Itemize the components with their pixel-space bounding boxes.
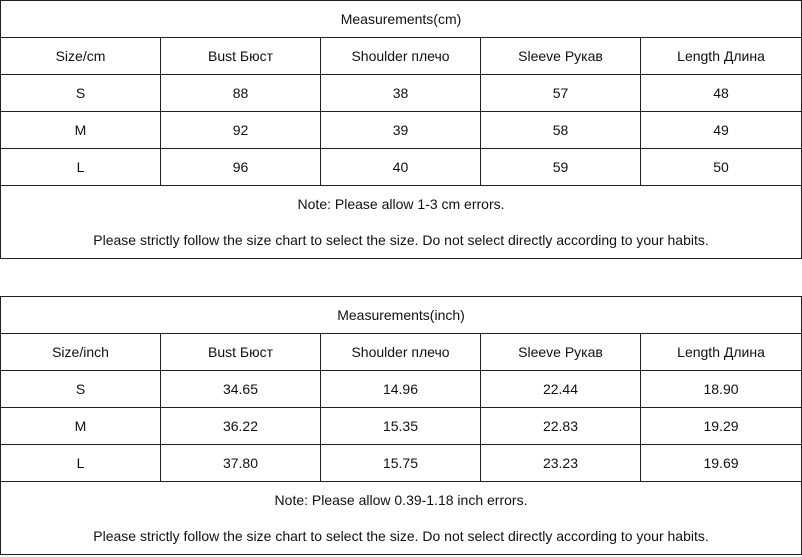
- table-header-row: [1, 38, 802, 75]
- table-row: [1, 75, 802, 112]
- cell-size: S: [1, 75, 161, 112]
- cell-length: 49: [641, 112, 802, 149]
- header-shoulder: Shoulder плечо: [321, 334, 481, 371]
- note-row: [1, 482, 802, 519]
- cell-shoulder: 40: [321, 149, 481, 186]
- cell-length: 19.69: [641, 445, 802, 482]
- cell-bust: 96: [161, 149, 321, 186]
- size-instruction: Please strictly follow the size chart to select the size. Do not select directly according to your habits.: [1, 518, 802, 555]
- table-header-row: [1, 334, 802, 371]
- header-shoulder: Shoulder плечо: [321, 38, 481, 75]
- cell-sleeve: 57: [481, 75, 641, 112]
- cell-size: L: [1, 445, 161, 482]
- note-row: [1, 186, 802, 223]
- error-note: Note: Please allow 1-3 cm errors.: [1, 186, 802, 223]
- header-length: Length Длина: [641, 334, 802, 371]
- header-length: Length Длина: [641, 38, 802, 75]
- cell-size: S: [1, 371, 161, 408]
- table-title-row: [1, 1, 802, 38]
- cell-bust: 88: [161, 75, 321, 112]
- cell-length: 50: [641, 149, 802, 186]
- error-note: Note: Please allow 0.39-1.18 inch errors.: [1, 482, 802, 519]
- header-size: Size/cm: [1, 38, 161, 75]
- cell-size: M: [1, 408, 161, 445]
- table-row: [1, 445, 802, 482]
- cell-sleeve: 59: [481, 149, 641, 186]
- cell-length: 48: [641, 75, 802, 112]
- table-row: [1, 371, 802, 408]
- table-title-row: [1, 297, 802, 334]
- cell-bust: 92: [161, 112, 321, 149]
- cell-shoulder: 15.75: [321, 445, 481, 482]
- table-title: Measurements(inch): [1, 297, 802, 334]
- table-row: [1, 408, 802, 445]
- cell-shoulder: 15.35: [321, 408, 481, 445]
- cell-shoulder: 38: [321, 75, 481, 112]
- size-chart-table-inch: [0, 296, 802, 555]
- table-row: [1, 112, 802, 149]
- cell-bust: 36.22: [161, 408, 321, 445]
- size-instruction: Please strictly follow the size chart to select the size. Do not select directly according to your habits.: [1, 222, 802, 259]
- cell-bust: 37.80: [161, 445, 321, 482]
- cell-size: M: [1, 112, 161, 149]
- cell-sleeve: 23.23: [481, 445, 641, 482]
- cell-bust: 34.65: [161, 371, 321, 408]
- cell-size: L: [1, 149, 161, 186]
- header-bust: Bust Бюст: [161, 334, 321, 371]
- header-sleeve: Sleeve Рукав: [481, 38, 641, 75]
- cell-shoulder: 39: [321, 112, 481, 149]
- cell-shoulder: 14.96: [321, 371, 481, 408]
- table-row: [1, 149, 802, 186]
- cell-length: 19.29: [641, 408, 802, 445]
- cell-sleeve: 58: [481, 112, 641, 149]
- cell-sleeve: 22.83: [481, 408, 641, 445]
- instruction-row: [1, 222, 802, 259]
- table-title: Measurements(cm): [1, 1, 802, 38]
- header-size: Size/inch: [1, 334, 161, 371]
- header-sleeve: Sleeve Рукав: [481, 334, 641, 371]
- cell-length: 18.90: [641, 371, 802, 408]
- header-bust: Bust Бюст: [161, 38, 321, 75]
- cell-sleeve: 22.44: [481, 371, 641, 408]
- instruction-row: [1, 518, 802, 555]
- size-chart-table-cm: [0, 0, 802, 259]
